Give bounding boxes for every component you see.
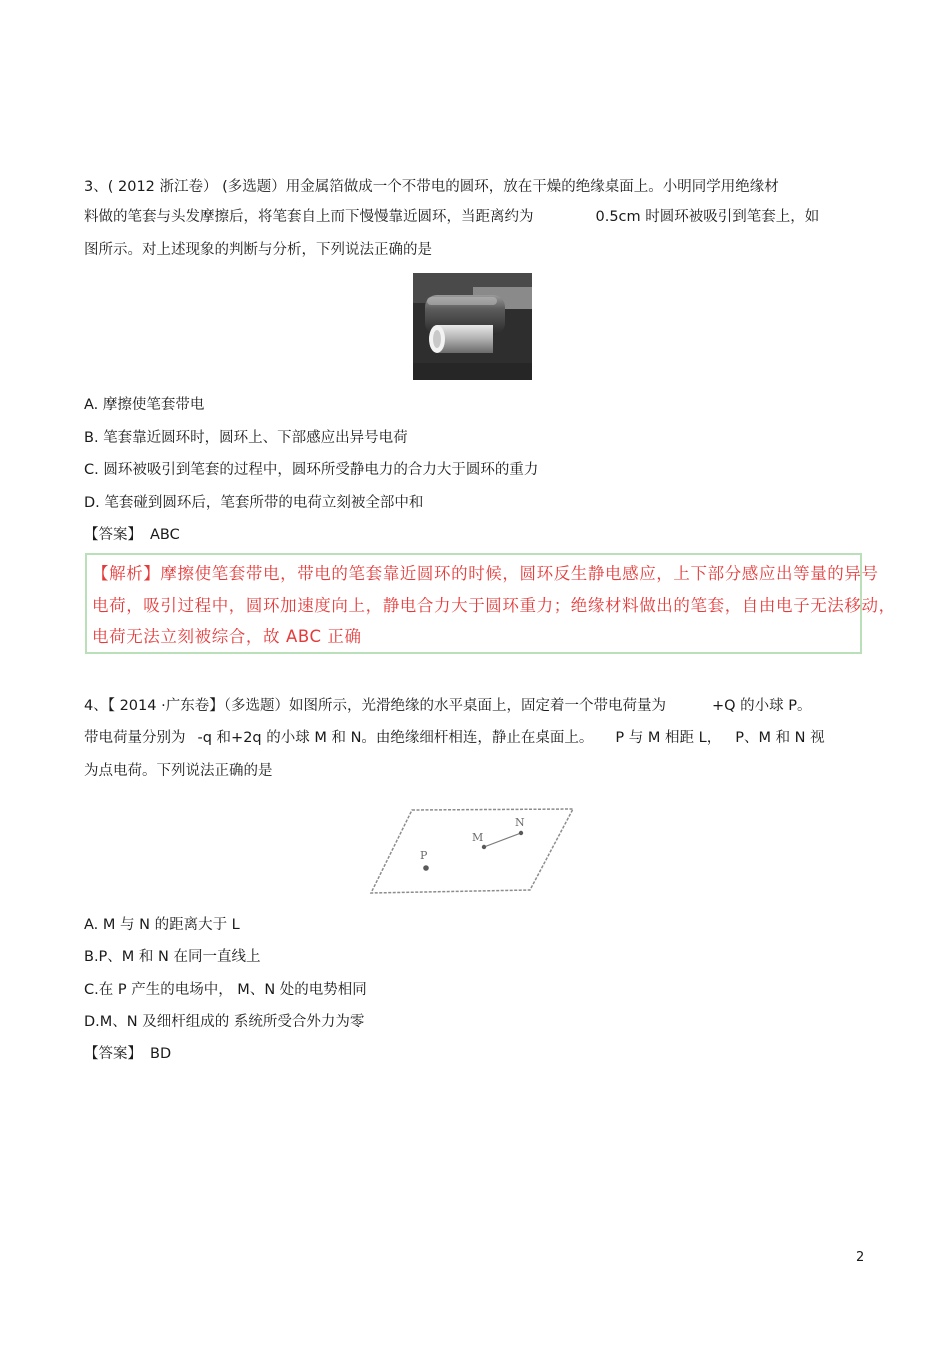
q4-stem-line1-part2: +Q 的小球 P。: [711, 698, 812, 714]
q3-analysis-line3: 电荷无法立刻被综合，故 ABC 正确: [92, 627, 362, 646]
q4-stem-line2-part1: 带电荷量分别为: [84, 730, 186, 746]
q4-stem-line2-part3: P 与 M 相距 L，: [615, 730, 722, 746]
page-number: 2: [856, 1250, 865, 1265]
q4-answer-label: 【答案】: [84, 1046, 142, 1062]
q3-answer: [84, 525, 180, 545]
q4-option-a: A. M 与 N 的距离大于 L: [84, 917, 240, 933]
table-surface-outline: [371, 809, 573, 893]
q3-stem-line2: [84, 207, 819, 227]
q3-stem-line1: 3、( 2012 浙江卷） (多选题）用金属箔做成一个不带电的圆环，放在干燥的绝缘桌面上。小明同学用绝缘材: [84, 179, 779, 195]
label-m: M: [472, 831, 484, 844]
q3-stem-line3: 图所示。对上述现象的判断与分析，下列说法正确的是: [84, 242, 432, 258]
q3-stem-line2-part1: 料做的笔套与头发摩擦后，将笔套自上而下慢慢靠近圆环，当距离约为: [84, 209, 534, 225]
q4-stem-line2: [84, 728, 825, 748]
q3-pen-cap-photo: [413, 273, 532, 380]
label-p: P: [420, 849, 428, 862]
q4-stem-line3: 为点电荷。下列说法正确的是: [84, 763, 273, 779]
insulating-rod: [484, 833, 521, 847]
q4-stem-line1-part1: 4、【 2014 ·广东卷】（多选题）如图所示，光滑绝缘的水平桌面上，固定着一个带电荷量为: [84, 698, 666, 714]
q3-analysis-line2: 电荷，吸引过程中，圆环加速度向上，静电合力大于圆环重力；绝缘材料做出的笔套，自由电子无法移动，: [92, 596, 896, 615]
q4-option-d: D.M、N 及细杆组成的 系统所受合外力为零: [84, 1014, 365, 1030]
q3-analysis-line1: 【解析】摩擦使笔套带电，带电的笔套靠近圆环的时候，圆环反生静电感应，上下部分感应出等量的异号: [92, 564, 879, 583]
q3-stem-line2-part2: 0.5cm 时圆环被吸引到笔套上，如: [595, 209, 820, 225]
q4-stem-line2-part4: P、M 和 N 视: [735, 730, 825, 746]
q3-option-c: C. 圆环被吸引到笔套的过程中，圆环所受静电力的合力大于圆环的重力: [84, 462, 539, 478]
q3-option-a: A. 摩擦使笔套带电: [84, 397, 205, 413]
ball-n: [519, 831, 523, 835]
q4-answer-value: BD: [150, 1046, 172, 1062]
q4-option-c: C.在 P 产生的电场中， M、N 处的电势相同: [84, 982, 367, 998]
q4-stem-line2-part2: -q 和+2q 的小球 M 和 N。由绝缘细杆相连，静止在桌面上。: [197, 730, 594, 746]
q4-option-b: B.P、M 和 N 在同一直线上: [84, 949, 261, 965]
q4-table-diagram: [367, 806, 577, 900]
q3-answer-value: ABC: [150, 527, 180, 543]
q4-stem-line1: [84, 696, 811, 716]
label-n: N: [515, 816, 525, 829]
q4-answer: [84, 1044, 171, 1064]
q3-option-b: B. 笔套靠近圆环时，圆环上、下部感应出异号电荷: [84, 430, 408, 446]
q3-answer-label: 【答案】: [84, 527, 142, 543]
ball-p: [423, 865, 429, 871]
ball-m: [482, 845, 486, 849]
q3-option-d: D. 笔套碰到圆环后，笔套所带的电荷立刻被全部中和: [84, 495, 424, 511]
